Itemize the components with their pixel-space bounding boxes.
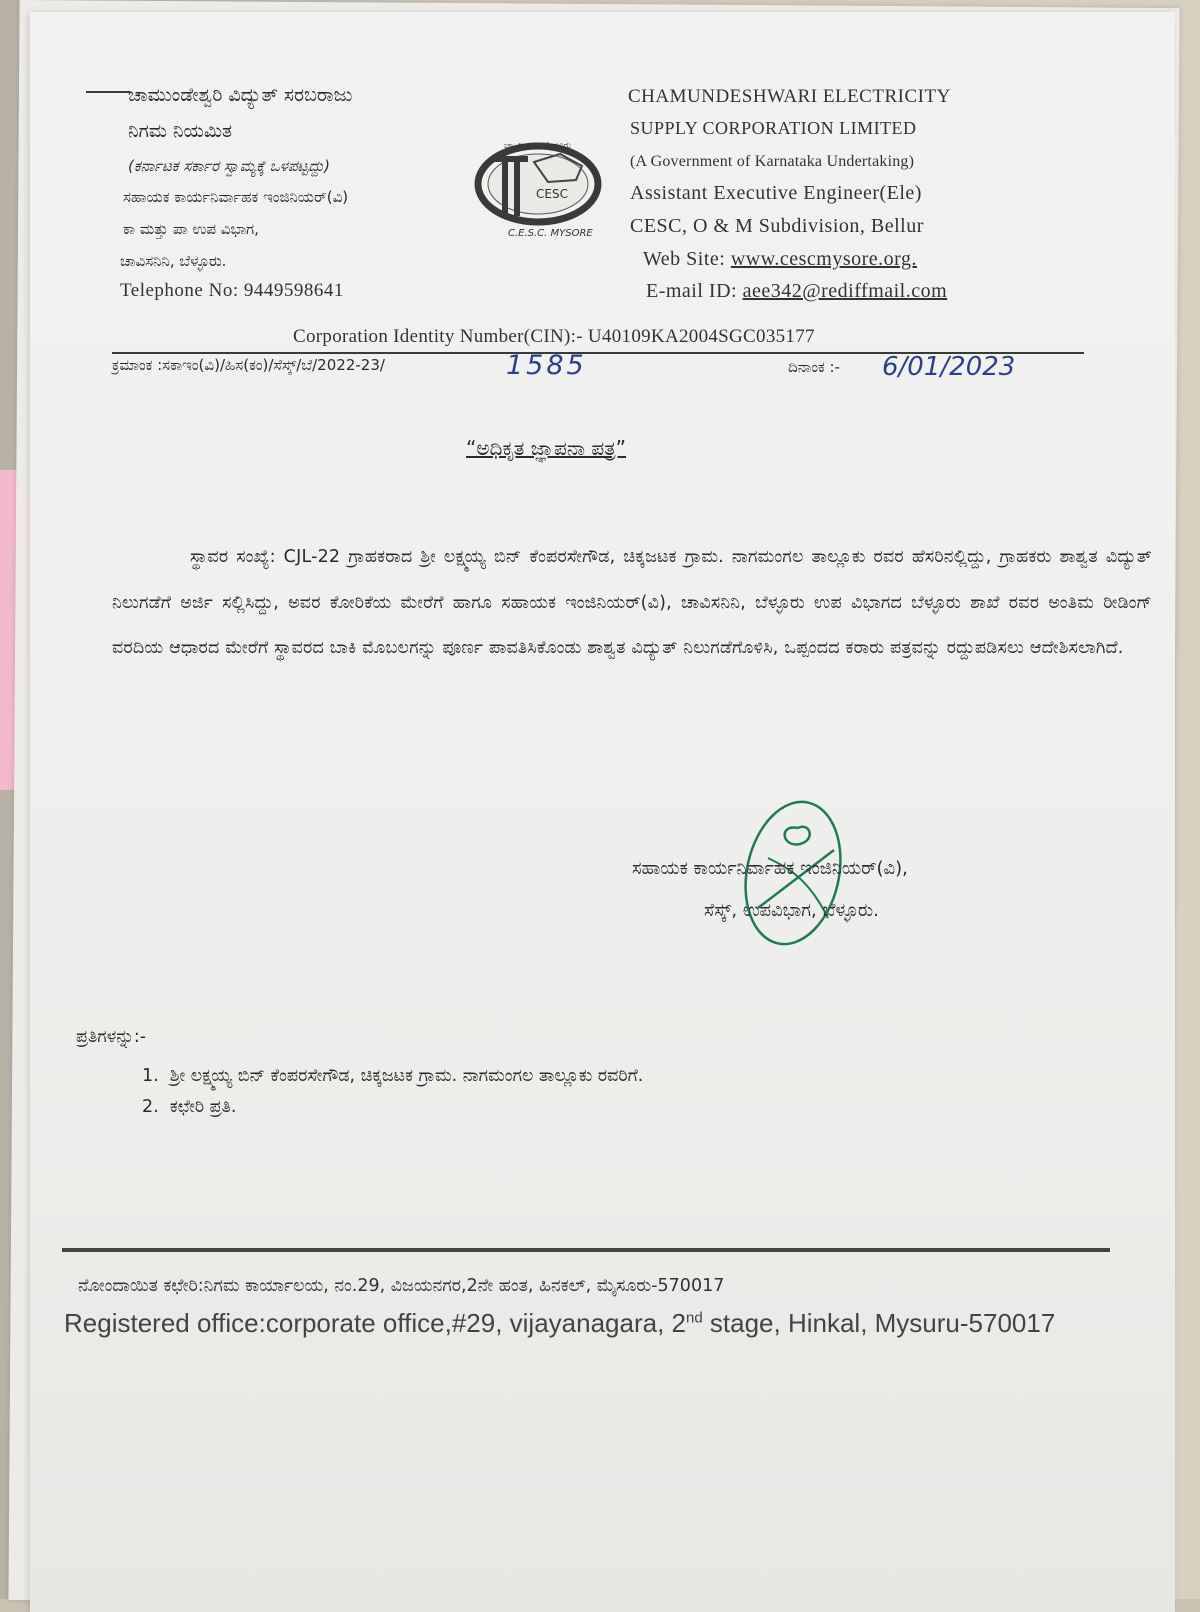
govt-undertaking-kannada: (ಕರ್ನಾಟಕ ಸರ್ಕಾರ ಸ್ವಾಮ್ಯಕ್ಕೆ ಒಳಪಟ್ಟದ್ದು) [128, 157, 331, 175]
org-subtitle-english: SUPPLY CORPORATION LIMITED [630, 118, 917, 138]
reference-number: 1585 [506, 350, 587, 381]
date-value: 6/01/2023 [882, 352, 1016, 382]
email-line [646, 280, 947, 303]
designation-kannada: ಸಹಾಯಕ ಕಾರ್ಯನಿರ್ವಾಹಕ ಇಂಜಿನಿಯರ್(ವಿ) [123, 188, 349, 206]
telephone: Telephone No: 9449598641 [120, 280, 344, 301]
copies-heading: ಪ್ರತಿಗಳನ್ನು:- [76, 1027, 147, 1047]
subdivision-english: CESC, O & M Subdivision, Bellur [630, 215, 924, 237]
cin-number: Corporation Identity Number(CIN):- U40109KA2004SGC035177 [293, 326, 815, 347]
footer-address-kannada: ನೋಂದಾಯಿತ ಕಛೇರಿ:ನಿಗಮ ಕಾರ್ಯಾಲಯ, ನಂ.29, ವಿಜಯನಗರ,2ನೇ ಹಂತ, ಹಿನಕಲ್, ಮೈಸೂರು-570017 [78, 1276, 725, 1296]
location-kannada: ಚಾವಿಸನಿನಿ, ಬೆಳ್ಳೂರು. [120, 252, 227, 270]
signatory-designation: ಸಹಾಯಕ ಕಾರ್ಯನಿರ್ವಾಹಕ ಇಂಜಿನಿಯರ್(ವಿ), [632, 858, 908, 879]
footer-english-superscript: nd [685, 1309, 703, 1327]
subdivision-kannada: ಕಾ ಮತ್ತು ಪಾ ಉಪ ವಿಭಾಗ, [123, 220, 259, 238]
org-name-english: CHAMUNDESHWARI ELECTRICITY [628, 86, 951, 107]
govt-undertaking-english: (A Government of Karnataka Undertaking) [630, 153, 915, 170]
reference-label: ಕ್ರಮಾಂಕ :ಸಕಾಇಂ(ವಿ)/ಹಿಸ(ಕಂ)/ಸೆಸ್ಕ್/ಬೆ/2022-23/ [112, 356, 385, 374]
copy-item-1 [142, 1066, 643, 1086]
designation-english: Assistant Executive Engineer(Ele) [630, 182, 922, 204]
email-label: E-mail ID: [646, 280, 743, 302]
org-name-kannada: ಚಾಮುಂಡೇಶ್ವರಿ ವಿದ್ಯುತ್ ಸರಬರಾಜು [128, 84, 353, 106]
website-line [643, 248, 917, 271]
memo-title: “ಅಧಿಕೃತ ಜ್ಞಾಪನಾ ಪತ್ರ” [466, 436, 627, 460]
logo-mid-text: CESC [536, 187, 568, 201]
logo-top-text: ಚಾ.ವಿ.ಸ.ನಿ. ಮೈಸೂರು [504, 141, 572, 151]
footer-english-part2: stage, Hinkal, Mysuru-570017 [702, 1308, 1056, 1338]
footer-rule [62, 1248, 1110, 1252]
copy-item-2 [142, 1097, 237, 1117]
logo-bottom-text: C.E.S.C. MYSORE [508, 228, 593, 239]
copy-item-text: ಶ್ರೀ ಲಕ್ಷ್ಮಯ್ಯ ಬಿನ್ ಕೆಂಪರಸೇಗೌಡ, ಚಿಕ್ಕಜಟಕ ಗ್ರಾಮ. ನಾಗಮಂಗಲ ತಾಲ್ಲೂಕು ರವರಿಗೆ. [169, 1066, 644, 1086]
website-link[interactable]: www.cescmysore.org. [730, 248, 917, 270]
footer-address-english [64, 1308, 1055, 1339]
footer-english-part1: Registered office:corporate office,#29, vijayanagara, 2 [64, 1308, 686, 1338]
copy-item-text: ಕಛೇರಿ ಪ್ರತಿ. [169, 1097, 237, 1117]
copy-item-number: 1. [142, 1066, 170, 1086]
signatory-office: ಸೆಸ್ಕ್, ಉಪವಿಭಾಗ, ಬೆಳ್ಳೂರು. [704, 900, 879, 921]
memo-body: ಸ್ಥಾವರ ಸಂಖ್ಯೆ: CJL-22 ಗ್ರಾಹಕರಾದ ಶ್ರೀ ಲಕ್ಷ್ಮಯ್ಯ ಬಿನ್ ಕೆಂಪರಸೇಗೌಡ, ಚಿಕ್ಕಜಟಕ ಗ್ರಾಮ. ನಾಗಮಂಗಲ ತಾಲ್ಲೂಕು ರವರ ಹೆಸರಿನಲ್ಲಿದ್ದು, ಗ್ರಾಹಕರು ಶಾಶ್ವತ ವಿದ್ಯುತ್ ನಿಲುಗಡೆಗೆ ಅರ್ಜಿ ಸಲ್ಲಿಸಿದ್ದು, ಅವರ ಕೋರಿಕೆಯ ಮೇರೆಗೆ ಹಾಗೂ ಸಹಾಯಕ ಇಂಜಿನಿಯರ್(ವಿ), ಚಾವಿಸನಿನಿ, ಬೆಳ್ಳೂರು ಉಪ ವಿಭಾಗದ ಬೆಳ್ಳೂರು ಶಾಖೆ ರವರ ಅಂತಿಮ ರೀಡಿಂಗ್ ವರದಿಯ ಆಧಾರದ ಮೇರೆಗೆ ಸ್ಥಾವರದ ಬಾಕಿ ಮೊಬಲಗನ್ನು ಪೂರ್ಣ ಪಾವತಿಸಿಕೊಂಡು ಶಾಶ್ವತ ವಿದ್ಯುತ್ ನಿಲುಗಡೆಗೊಳಿಸಿ, ಒಪ್ಪಂದದ ಕರಾರು ಪತ್ರವನ್ನು ರದ್ದುಪಡಿಸಲು ಆದೇಶಿಸಲಾಗಿದೆ. [112, 547, 1152, 658]
date-label: ದಿನಾಂಕ :- [788, 358, 840, 376]
header-dash [86, 91, 130, 93]
website-label: Web Site: [643, 248, 731, 270]
copy-item-number: 2. [142, 1097, 170, 1117]
email-link[interactable]: aee342@rediffmail.com [742, 280, 948, 302]
cesc-logo [464, 132, 614, 242]
letter-page [30, 12, 1175, 1612]
org-subtitle-kannada: ನಿಗಮ ನಿಯಮಿತ [128, 120, 233, 142]
